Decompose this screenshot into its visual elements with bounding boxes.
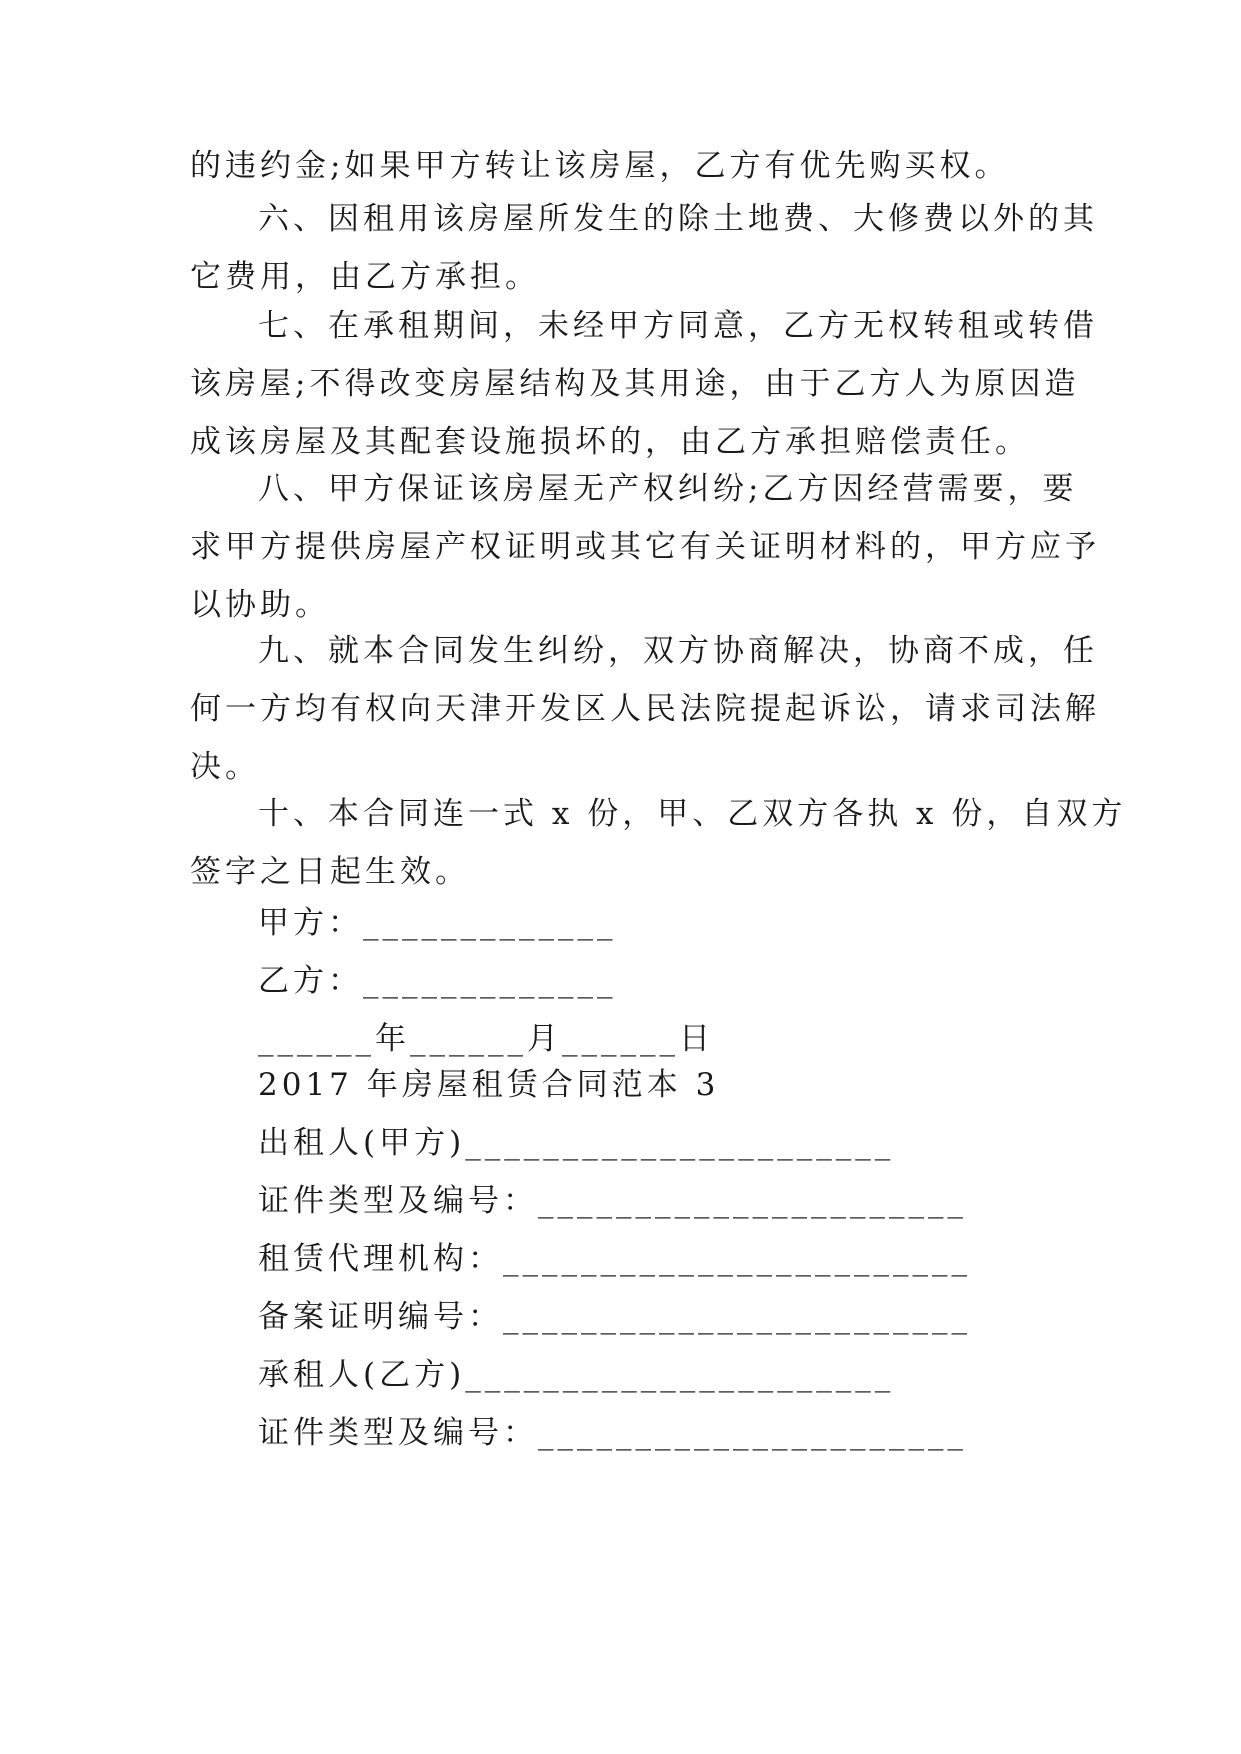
lessor-id-field: 证件类型及编号：______________________	[258, 1183, 967, 1219]
text-line: 九、就本合同发生纠纷，双方协商解决，协商不成，任	[258, 633, 1098, 669]
text-line: 签字之日起生效。	[190, 854, 470, 890]
text-line: 求甲方提供房屋产权证明或其它有关证明材料的，甲方应予	[190, 529, 1100, 565]
text-line: 八、甲方保证该房屋无产权纠纷;乙方因经营需要，要	[258, 471, 1078, 507]
text-line: 十、本合同连一式 x 份，甲、乙双方各执 x 份，自双方	[258, 796, 1127, 832]
party-b-signature: 乙方：_____________	[258, 963, 617, 999]
agency-field: 租赁代理机构：________________________	[258, 1241, 971, 1277]
text-line: 的违约金;如果甲方转让该房屋，乙方有优先购买权。	[190, 148, 1010, 184]
paragraph-seven	[190, 297, 1098, 471]
lessor-field: 出租人(甲方)______________________	[258, 1125, 895, 1161]
party-a-signature: 甲方：_____________	[258, 905, 617, 941]
text-line: 该房屋;不得改变房屋结构及其用途，由于乙方人为原因造	[190, 366, 1080, 402]
text-line: 何一方均有权向天津开发区人民法院提起诉讼，请求司法解	[190, 691, 1100, 727]
lessee-field: 承租人(乙方)______________________	[258, 1357, 895, 1393]
contract-title: 2017 年房屋租赁合同范本 3	[258, 1067, 720, 1103]
signature-date: ______年______月______日	[258, 1021, 714, 1057]
paragraph-ten	[190, 785, 1127, 901]
paragraph-penalty	[190, 137, 1060, 195]
signature-block	[190, 894, 1060, 1068]
text-line: 成该房屋及其配套设施损坏的，由乙方承担赔偿责任。	[190, 424, 1030, 460]
paragraph-nine	[190, 622, 1100, 796]
contract3-header	[190, 1056, 1060, 1462]
text-line: 它费用，由乙方承担。	[190, 259, 540, 295]
filing-number-field: 备案证明编号：________________________	[258, 1299, 971, 1335]
paragraph-eight	[190, 460, 1100, 634]
text-line: 七、在承租期间，未经甲方同意，乙方无权转租或转借	[258, 308, 1098, 344]
text-line: 以协助。	[190, 587, 330, 623]
lessee-id-field: 证件类型及编号：______________________	[258, 1415, 967, 1451]
paragraph-six	[190, 190, 1098, 306]
text-line: 决。	[190, 749, 260, 785]
text-line: 六、因租用该房屋所发生的除土地费、大修费以外的其	[258, 201, 1098, 237]
